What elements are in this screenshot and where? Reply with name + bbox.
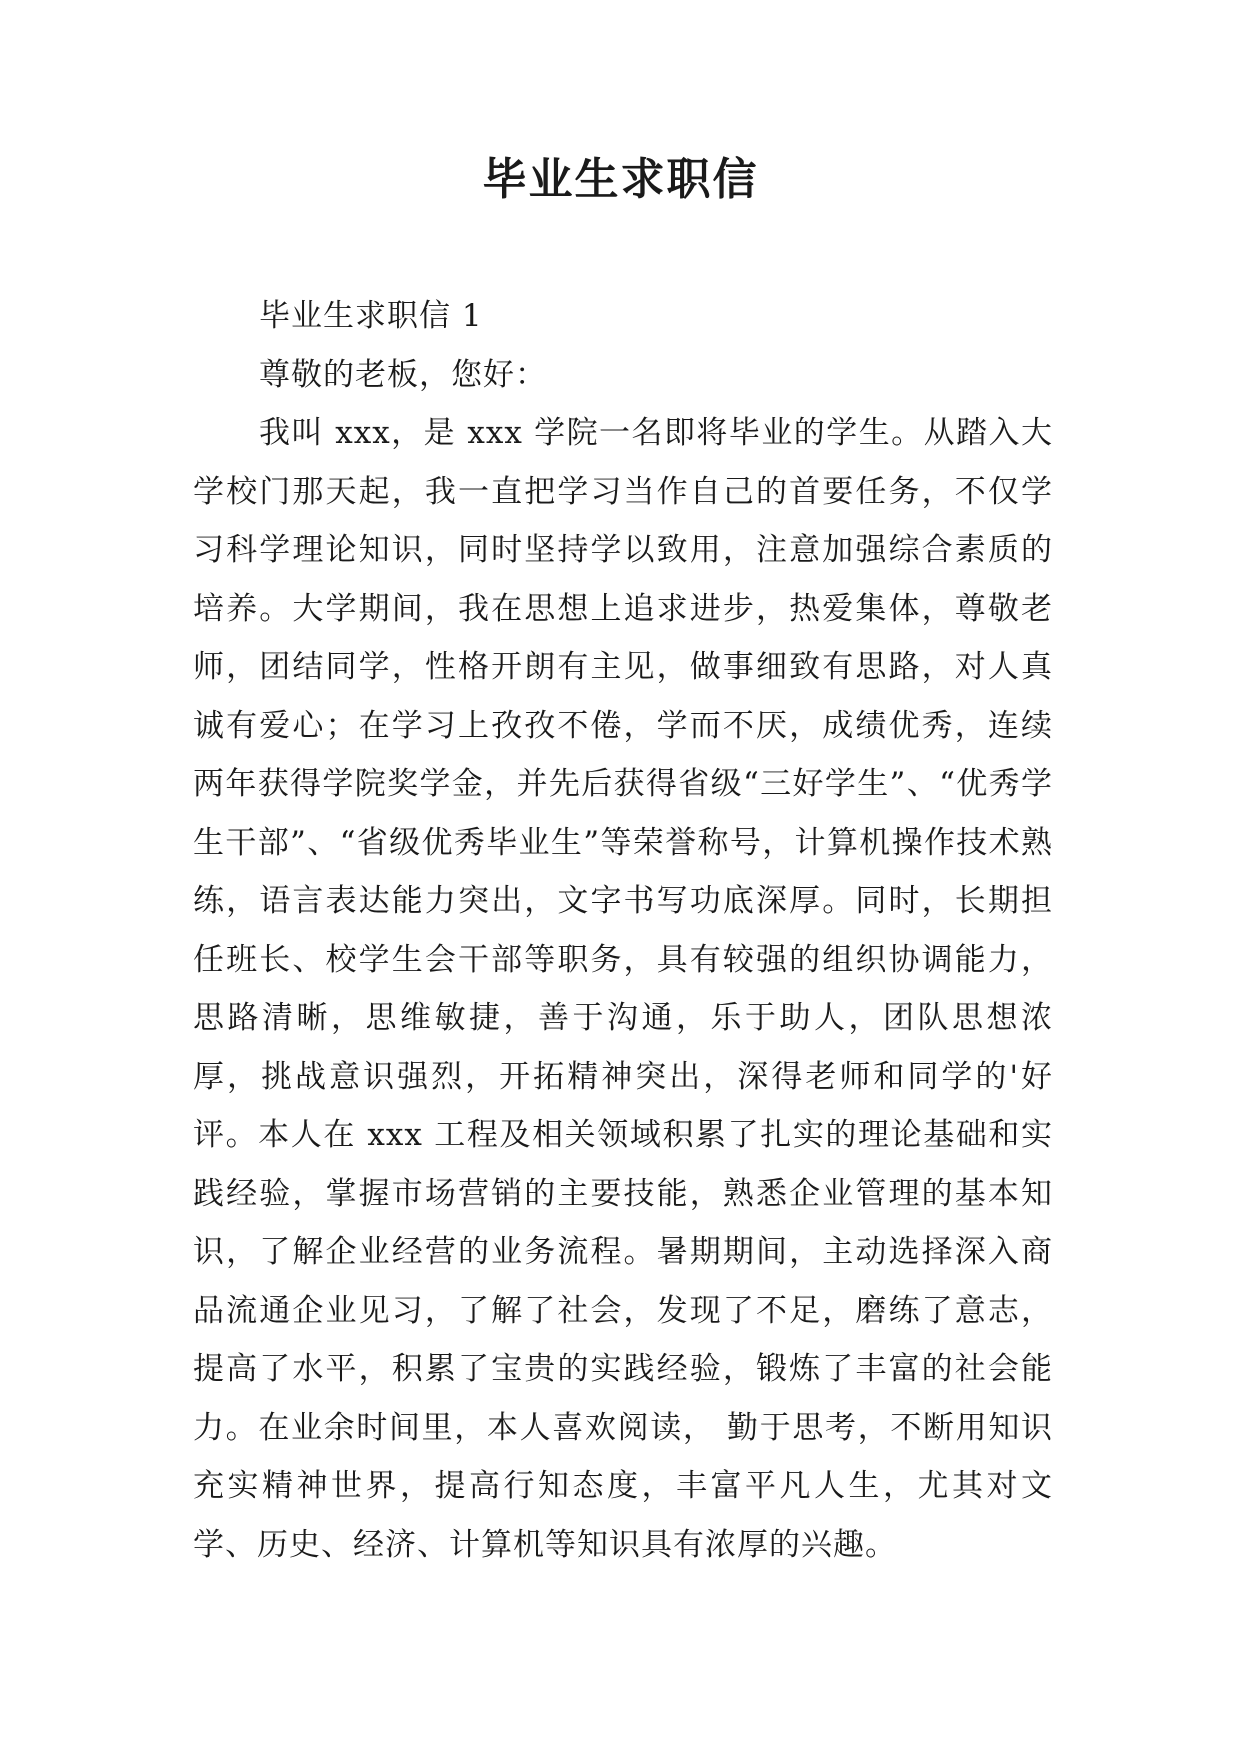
letter-salutation: 尊敬的老板，您好： [259,356,547,393]
letter-heading: 毕业生求职信 1 [259,298,483,334]
letter-body-paragraph: 我叫 xxx，是 xxx 学院一名即将毕业的学生。从踏入大学校门那天起，我一直把学习当作自己的首要任务，不仅学习科学理论知识，同时坚持学以致用，注意加强综合素质的培养。大学期间，我在思想上追求进步，热爱集体，尊敬老师，团结同学，性格开朗有主见，做事细致有思路，对人真诚有爱心；在学习上孜孜不倦，学而不厌，成绩优秀，连续两年获得学院奖学金，并先后获得省级“三好学生”、“优秀学生干部”、“省级优秀毕业生”等荣誉称号，计算机操作技术熟练，语言表达能力突出，文字书写功底深厚。同时，长期担任班长、校学生会干部等职务，具有较强的组织协调能力，思路清晰，思维敏捷，善于沟通，乐于助人，团队思想浓厚，挑战意识强烈，开拓精神突出，深得老师和同学的'好评。本人在 xxx 工程及相关领域积累了扎实的理论基础和实践经验，掌握市场营销的主要技能，熟悉企业管理的基本知识，了解企业经营的业务流程。暑期期间，主动选择深入商品流通企业见习，了解了社会，发现了不足，磨练了意志，提高了水平，积累了宝贵的实践经验，锻炼了丰富的社会能力。在业余时间里，本人喜欢阅读， 勤于思考，不断用知识充实精神世界，提高行知态度，丰富平凡人生，尤其对文学、历史、经济、计算机等知识具有浓厚的兴趣。 [193,415,1053,1563]
document-title: 毕业生求职信 [482,154,759,205]
letter-content [193,287,1053,1574]
